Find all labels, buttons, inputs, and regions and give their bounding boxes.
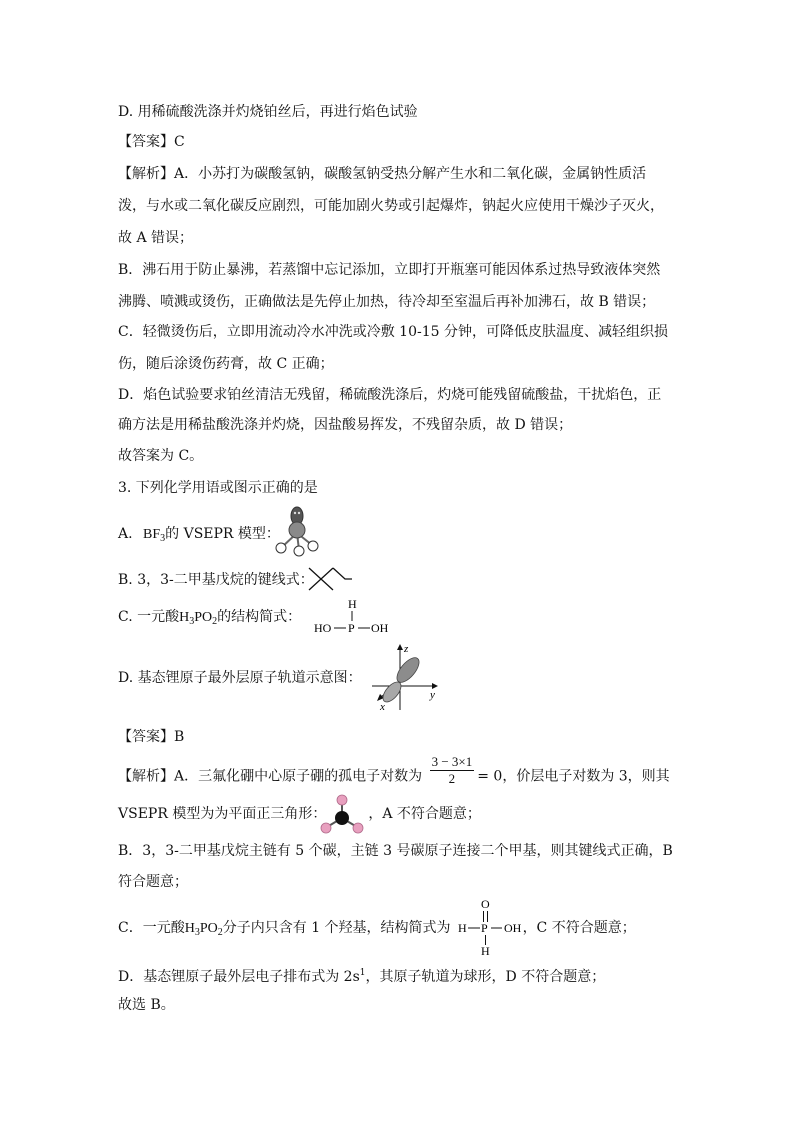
- bf3-vsepr-model-wrong: [270, 503, 326, 557]
- q2-explanation-line: C．轻微烫伤后，立即用流动冷水冲洗或冷敷 10-15 分钟，可降低皮肤温度、减轻组织损: [118, 324, 668, 340]
- q2-explanation-line: 故 A 错误；: [118, 230, 194, 246]
- group-oh: OH: [371, 621, 389, 635]
- formula-part: PO: [199, 921, 218, 936]
- q3-conclusion: 故选 B。: [118, 997, 175, 1013]
- explanation-text: C．一元酸: [118, 920, 185, 936]
- explanation-text: ，A 不符合题意；: [368, 806, 481, 822]
- q3-explanation-b-cont: 符合题意；: [118, 874, 188, 890]
- atom-h: H: [481, 944, 490, 957]
- q3-stem: 3. 下列化学用语或图示正确的是: [118, 480, 318, 496]
- q2-explanation-line: 【解析】A．小苏打为碳酸氢钠，碳酸氢钠受热分解产生水和二氧化碳，金属钠性质活: [118, 166, 647, 182]
- explanation-text: = 0，价层电子对数为 3，则其: [477, 768, 670, 785]
- atom-o: O: [481, 897, 490, 911]
- explanation-text: 分子内只含有 1 个羟基，结构简式为: [222, 920, 451, 936]
- q3-explanation-a-cont: [118, 804, 481, 824]
- q3-option-c: [118, 607, 301, 632]
- fraction-numerator: 3 − 3×1: [431, 754, 473, 769]
- q2-explanation-line: D．焰色试验要求铂丝清洁无残留，稀硫酸洗涤后，灼烧可能残留硫酸盐，干扰焰色，正: [118, 387, 662, 403]
- lone-pair-fraction: [430, 754, 475, 787]
- q3-explanation-a: [118, 754, 670, 793]
- axis-label-z: z: [404, 643, 409, 655]
- explanation-text: 【解析】A．三氟化硼中心原子硼的孤电子对数为: [118, 768, 423, 785]
- group-oh: OH: [504, 921, 522, 935]
- q3-option-a: [118, 524, 280, 549]
- h3po2-correct-structure: [456, 897, 528, 957]
- q3-explanation-d: [118, 963, 605, 987]
- axis-label-x: x: [380, 701, 385, 713]
- option-letter: A.: [118, 526, 133, 542]
- option-text: 的 VSEPR 模型：: [165, 526, 280, 542]
- q3-answer: 【答案】B: [118, 729, 185, 745]
- formula-part: PO: [194, 610, 213, 625]
- formula-subscript: 3: [160, 533, 166, 544]
- explanation-text: ，其原子轨道为球形，D 不符合题意；: [365, 969, 606, 985]
- q2-option-d: D. 用稀硫酸洗涤并灼烧铂丝后，再进行焰色试验: [118, 104, 418, 120]
- group-ho: HO: [314, 621, 332, 635]
- atom-p: P: [481, 921, 488, 935]
- q3-option-b: B. 3，3-二甲基戊烷的键线式：: [118, 572, 314, 588]
- q2-answer: 【答案】C: [118, 134, 185, 150]
- dimethylpentane-skeletal-formula: [306, 566, 354, 592]
- atom-p: P: [348, 621, 355, 635]
- atom-h: H: [348, 597, 357, 611]
- atom-h: H: [458, 921, 467, 935]
- q2-conclusion: 故答案为 C。: [118, 448, 204, 464]
- explanation-text: D．基态锂原子最外层电子排布式为 2s: [118, 969, 360, 985]
- fraction-denominator: 2: [448, 771, 456, 786]
- formula-subscript: 2: [217, 927, 223, 938]
- option-text: 的结构简式：: [217, 609, 302, 625]
- q3-explanation-c: [118, 918, 636, 943]
- h3po2-structure-wrong: [312, 596, 392, 636]
- q3-option-d: D. 基态锂原子最外层原子轨道示意图：: [118, 670, 362, 686]
- q3-explanation-b: B．3，3-二甲基戊烷主链有 5 个碳，主链 3 号碳原子连接二个甲基，则其键线式正确，B: [118, 843, 673, 859]
- axis-label-y: y: [430, 689, 435, 701]
- formula-subscript: 3: [194, 927, 200, 938]
- explanation-text: ，C 不符合题意；: [522, 920, 636, 936]
- formula-part: H: [184, 921, 195, 936]
- bf3-trigonal-planar-model: [318, 794, 364, 836]
- p-orbital-diagram: [364, 640, 442, 714]
- formula-part: H: [179, 610, 190, 625]
- q2-explanation-line: 泼，与水或二氧化碳反应剧烈，可能加剧火势或引起爆炸，钠起火应使用干燥沙子灭火，: [118, 198, 664, 214]
- formula-bf3: BF: [143, 527, 161, 542]
- q2-explanation-line: 伤，随后涂烫伤药膏，故 C 正确；: [118, 356, 334, 372]
- explanation-text: VSEPR 模型为为平面正三角形：: [118, 806, 327, 822]
- q2-explanation-line: 确方法是用稀盐酸洗涤并灼烧，因盐酸易挥发，不残留杂质，故 D 错误；: [118, 417, 573, 433]
- formula-subscript: 3: [189, 616, 195, 627]
- q2-explanation-line: B．沸石用于防止暴沸，若蒸馏中忘记添加，立即打开瓶塞可能因体系过热导致液体突然: [118, 262, 661, 278]
- option-text: C. 一元酸: [118, 609, 180, 625]
- formula-subscript: 2: [212, 616, 218, 627]
- superscript: 1: [359, 968, 366, 978]
- q2-explanation-line: 沸腾、喷溅或烫伤，正确做法是先停止加热，待冷却至室温后再补加沸石，故 B 错误；: [118, 294, 656, 310]
